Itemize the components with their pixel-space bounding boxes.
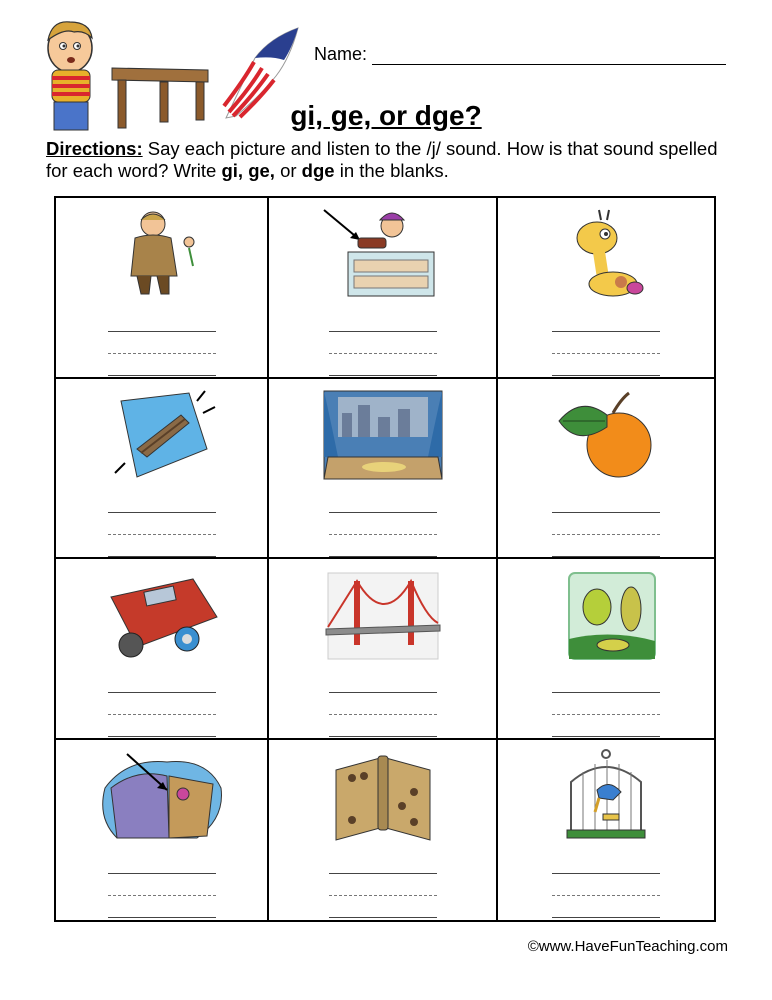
answer-lines[interactable] [108,671,216,737]
picture-cell [498,198,714,379]
orange-icon [541,387,671,485]
name-label: Name: [314,44,368,64]
picture-cell [498,559,714,740]
copyright-footer: ©www.HaveFunTeaching.com [527,938,728,955]
fudge-icon [318,206,448,304]
directions-text-1: Say each picture and listen to the /j/ sound. How is that sound spelled for each word? Write [46,138,718,181]
germs-icon [541,567,671,665]
answer-lines[interactable] [108,310,216,376]
directions-text-2: or [274,160,302,181]
picture-cell [56,559,269,740]
ledge-icon [97,748,227,846]
answer-lines[interactable] [329,671,437,737]
answer-lines[interactable] [552,491,660,557]
answer-lines[interactable] [108,491,216,557]
giraffe-icon [541,206,671,304]
answer-lines[interactable] [552,310,660,376]
picture-cell [56,740,269,921]
picture-cell [269,379,498,560]
picture-cell [498,379,714,560]
picture-cell [269,559,498,740]
picture-cell [269,740,498,921]
answer-lines[interactable] [329,310,437,376]
directions [46,138,736,182]
answer-lines[interactable] [108,852,216,918]
answer-lines[interactable] [329,852,437,918]
hinge-icon [318,748,448,846]
directions-option-dge: dge [301,160,335,181]
name-blank-line[interactable] [372,64,726,65]
directions-option-gi-ge: gi, ge, [221,160,275,181]
picture-cell [498,740,714,921]
answer-lines[interactable] [329,491,437,557]
name-field[interactable] [314,44,734,74]
stage-icon [318,387,448,485]
worksheet-title: gi, ge, or dge? [290,100,482,131]
wedge-icon [97,387,227,485]
cage-icon [541,748,671,846]
directions-text-3: in the blanks. [334,160,449,181]
bridge-icon [318,567,448,665]
answer-lines[interactable] [552,852,660,918]
engine-icon [97,567,227,665]
picture-grid [54,196,716,922]
answer-lines[interactable] [552,671,660,737]
picture-cell [56,198,269,379]
directions-label: Directions: [46,138,143,159]
picture-cell [269,198,498,379]
picture-cell [56,379,269,560]
giant-icon [97,206,227,304]
